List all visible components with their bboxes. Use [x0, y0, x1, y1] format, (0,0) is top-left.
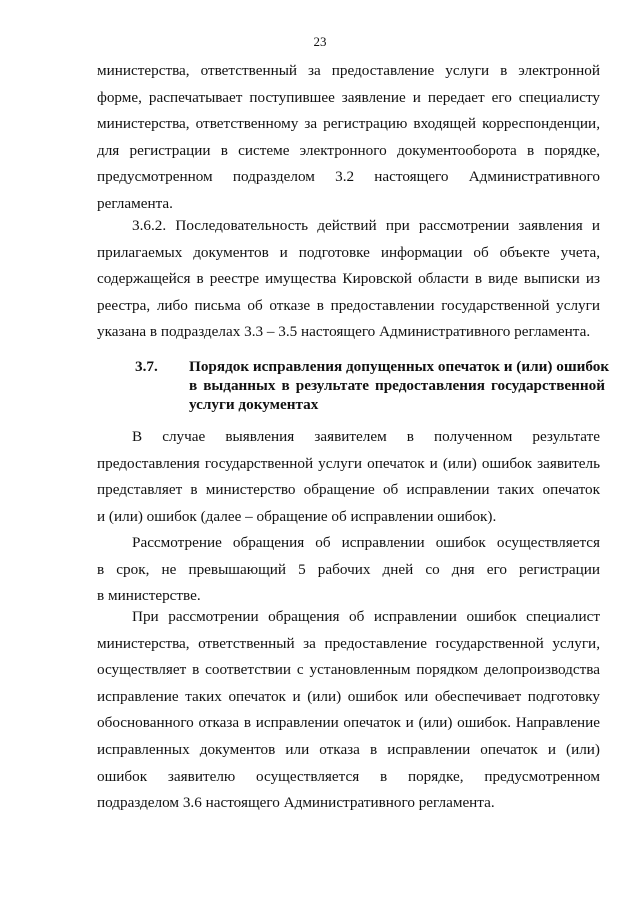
paragraph-correction-procedure	[97, 604, 600, 817]
text-line: регламента.	[97, 194, 173, 212]
page-number: 23	[313, 34, 327, 49]
text-line: реестра, либо письма об отказе в предоставлении государственной услуги	[97, 296, 600, 314]
text-line: осуществляет в соответствии с установленным порядком делопроизводства	[97, 661, 600, 679]
text-line: исправленных документов или отказа в исправлении опечаток и (или)	[97, 740, 600, 758]
text-line: представляет в министерство обращение об исправлении таких опечаток	[97, 481, 600, 499]
text-line: 3.6.2. Последовательность действий при рассмотрении заявления и	[132, 217, 600, 234]
heading-line: Порядок исправления допущенных опечаток и (или) ошибок	[189, 358, 610, 375]
text-line: предусмотренном подразделом 3.2 настоящего Административного	[97, 168, 600, 186]
text-line: указана в подразделах 3.3 – 3.5 настоящего Административного регламента.	[97, 323, 591, 341]
text-line: ошибок заявителю осуществляется в порядке, предусмотренном	[97, 767, 600, 785]
text-line: предоставления государственной услуги опечаток и (или) ошибок заявитель	[97, 454, 600, 472]
text-line: Рассмотрение обращения об исправлении ошибок осуществляется	[132, 534, 600, 551]
text-line: прилагаемых документов и подготовке информации об объекте учета,	[97, 243, 600, 261]
paragraph-review-term	[97, 530, 600, 610]
text-line: министерства, ответственный за предоставление государственной услуги,	[97, 634, 600, 652]
text-line: содержащейся в реестре имущества Кировской области в виде выписки из	[97, 270, 600, 288]
text-line: и (или) ошибок (далее – обращение об исправлении ошибок).	[97, 507, 497, 525]
paragraph-3-6-2	[97, 213, 600, 346]
section-heading-3-7	[135, 357, 610, 414]
text-line: При рассмотрении обращения об исправлении ошибок специалист	[132, 608, 600, 625]
heading-line: в выданных в результате предоставления государственной	[189, 377, 605, 394]
section-title	[189, 357, 610, 414]
text-line: для регистрации в системе электронного документооборота в порядке,	[97, 141, 600, 159]
text-line: министерства, ответственный за предоставление услуги в электронной	[97, 62, 600, 79]
paragraph-continuation	[97, 58, 600, 218]
paragraph-errors-found	[97, 424, 600, 530]
text-line: обоснованного отказа в исправлении опечаток и (или) ошибок. Направление	[97, 714, 600, 732]
text-line: в министерстве.	[97, 587, 201, 605]
heading-line: услуги документах	[189, 396, 319, 413]
text-line: В случае выявления заявителем в полученном результате	[132, 428, 600, 445]
section-number: 3.7.	[135, 358, 158, 375]
text-line: подразделом 3.6 настоящего Административного регламента.	[97, 794, 495, 812]
text-line: в срок, не превышающий 5 рабочих дней со дня его регистрации	[97, 560, 600, 578]
text-line: министерства, ответственному за регистрацию входящей корреспонденции,	[97, 115, 600, 133]
text-line: форме, распечатывает поступившее заявление и передает его специалисту	[97, 88, 600, 106]
text-line: исправление таких опечаток и (или) ошибок или обеспечивает подготовку	[97, 687, 600, 705]
